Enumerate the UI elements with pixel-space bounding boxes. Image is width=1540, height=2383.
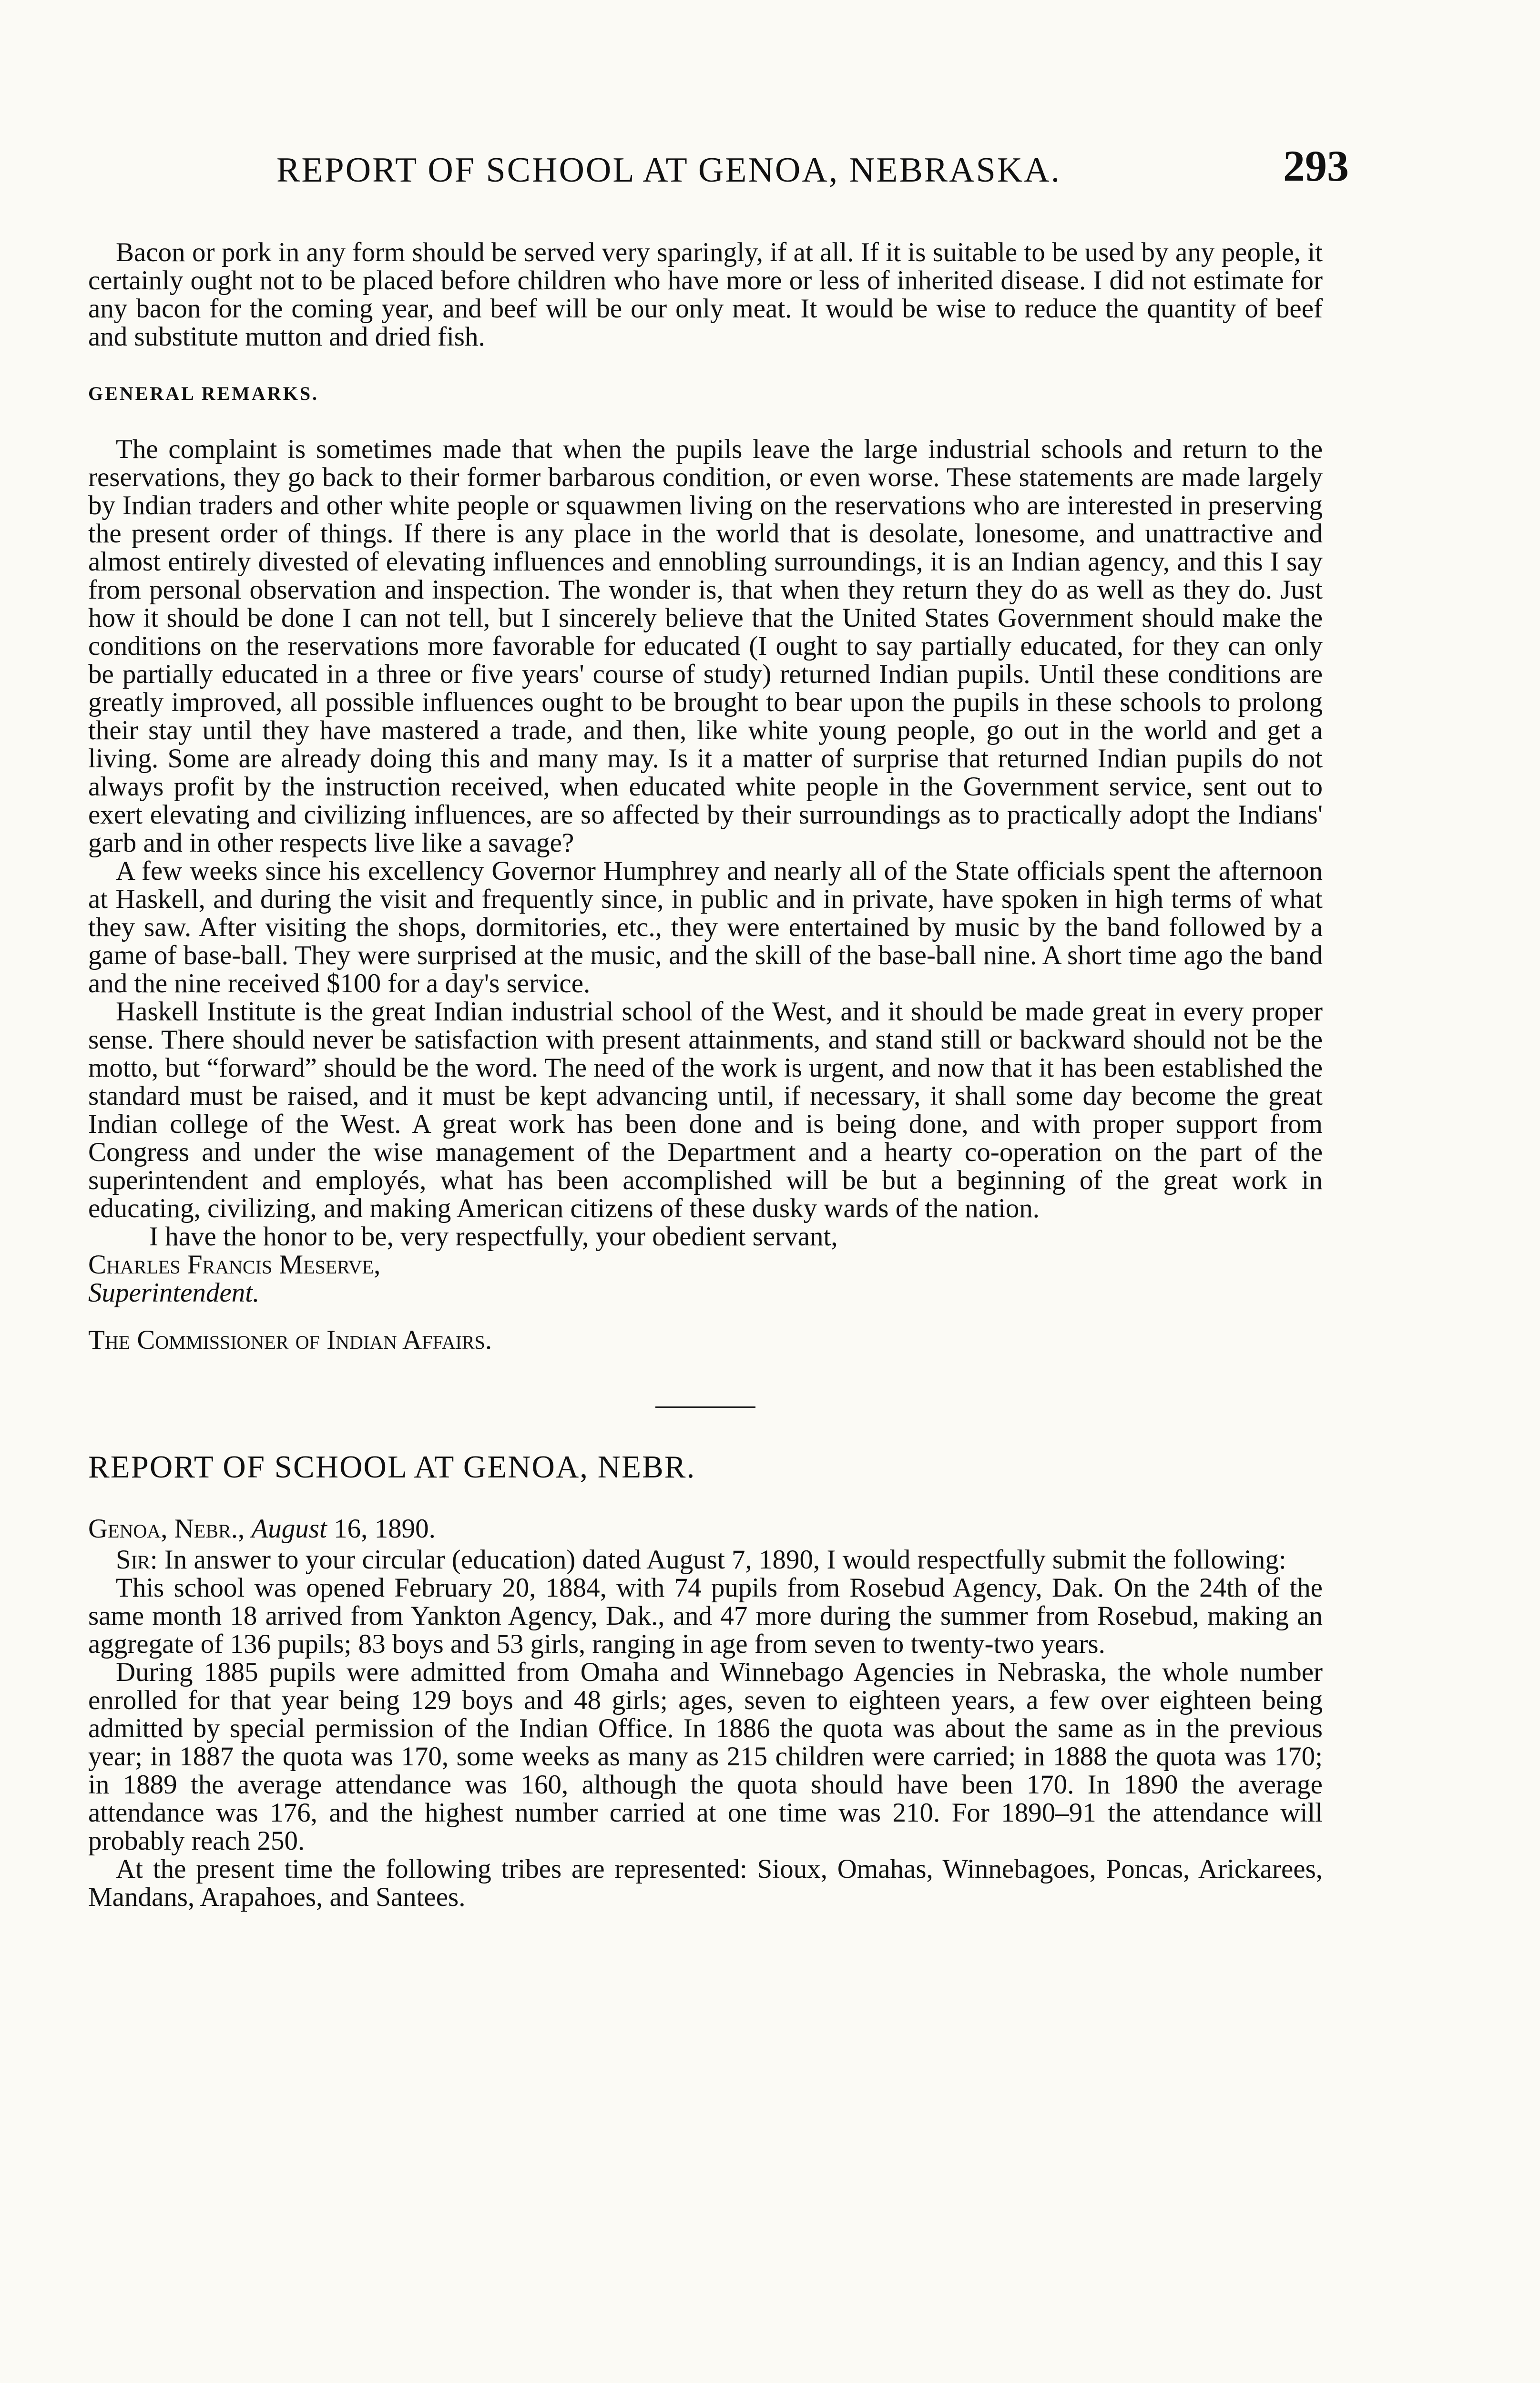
report-paragraph: During 1885 pupils were admitted from Omaha and Winnebago Agencies in Nebraska, the whole number enrolled for that year being 129 boys and 48 girls; ages, seven to eighteen years, a few over eighteen being admitted by special permission of the Indian Office. In 1886 the quota was about the same as in the previous year; in 1887 the quota was 170, some weeks as many as 215 children were carried; in 1888 the quota was 170; in 1889 the average attendance was 160, although the quota should have been 170. In 1890 the average attendance was 176, and the highest number carried at one time was 210. For 1890–91 the attendance will probably reach 250.: [88, 1657, 1323, 1856]
signature-name: Charles Francis Meserve,: [88, 1250, 381, 1280]
section-heading-general-remarks: GENERAL REMARKS.: [88, 383, 319, 404]
intro-paragraph: Bacon or pork in any form should be served very sparingly, if at all. If it is suitable to be used by any people, it certainly ought not to be placed before children who have more or less of inherited disease. I did not estimate for any bacon for the coming year, and beef will be our only meat. It would be wise to reduce the quantity of beef and substitute mutton and dried fish.: [88, 237, 1323, 352]
report-paragraph: At the present time the following tribes are represented: Sioux, Omahas, Winnebagoes, Poncas, Arickarees, Mandans, Arapahoes, and Santees.: [88, 1854, 1323, 1912]
addressee: The Commissioner of Indian Affairs.: [88, 1325, 492, 1355]
remarks-paragraph: The complaint is sometimes made that when the pupils leave the large industrial schools and return to the reservations, they go back to their former barbarous condition, or even worse. These statements are made largely by Indian traders and other white people or squawmen living on the reservations who are interested in preserving the present order of things. If there is any place in the world that is desolate, lonesome, and unattractive and almost entirely divested of elevating influences and ennobling surroundings, it is an Indian agency, and this I say from personal observation and inspection. The wonder is, that when they return they do as well as they do. Just how it should be done I can not tell, but I sincerely believe that the United States Government should make the conditions on the reservations more favorable for educated (I ought to say partially educated, for they can only be partially educated in a three or five years' course of study) returned Indian pupils. Until these conditions are greatly improved, all possible influences ought to be brought to bear upon the pupils in these schools to prolong their stay until they have mastered a trade, and then, like white young people, go out in the world and get a living. Some are already doing this and many may. Is it a matter of surprise that returned Indian pupils do not always profit by the instruction received, when educated white people in the Government service, sent out to exert elevating and civilizing influences, are so affected by their surroundings as to practically adopt the Indians' garb and in other respects live like a savage?: [88, 434, 1323, 858]
signature-title-line: [88, 1279, 1323, 1307]
text-column: [88, 238, 1323, 1911]
running-title: REPORT OF SCHOOL AT GENOA, NEBRASKA.: [276, 151, 1061, 190]
dateline-place: Genoa, Nebr.,: [88, 1514, 245, 1544]
opening-text: In answer to your circular (education) dated August 7, 1890, I would respectfully submit the following:: [164, 1545, 1286, 1575]
remarks-paragraph: Haskell Institute is the great Indian industrial school of the West, and it should be made great in every proper sense. There should never be satisfaction with present attainments, and stand still or backward should not be the motto, but “forward” should be the word. The need of the work is urgent, and now that it has been established the standard must be raised, and it must be kept advancing until, if necessary, it shall some day become the great Indian college of the West. A great work has been done and is being done, and with proper support from Congress and under the wise management of the Department and a hearty co-operation on the part of the superintendent and employés, what has been accomplished will be but a beginning of the great work in educating, civilizing, and making American citizens of these dusky wards of the nation.: [88, 997, 1323, 1223]
running-head: [276, 141, 1349, 198]
remarks-paragraph: A few weeks since his excellency Governor Humphrey and nearly all of the State officials spent the afternoon at Haskell, and during the visit and frequently since, in public and in private, have spoken in high terms of what they saw. After visiting the shops, dormitories, etc., they were entertained by music by the band followed by a game of base-ball. They were surprised at the music, and the skill of the base-ball nine. A short time ago the band and the nine received $100 for a day's service.: [88, 856, 1323, 998]
dateline-month: August: [251, 1514, 327, 1544]
dateline: [88, 1515, 1323, 1543]
report-title: REPORT OF SCHOOL AT GENOA, NEBR.: [88, 1449, 696, 1485]
section-divider: [655, 1406, 755, 1408]
salutation: Sir:: [116, 1545, 158, 1575]
closing-line: I have the honor to be, very respectfully, your obedient servant,: [149, 1222, 838, 1252]
page-number: 293: [1283, 142, 1349, 190]
dateline-day: 16, 1890.: [334, 1514, 436, 1544]
salutation-paragraph: [88, 1546, 1323, 1574]
report-paragraph: This school was opened February 20, 1884, with 74 pupils from Rosebud Agency, Dak. On the 24th of the same month 18 arrived from Yankton Agency, Dak., and 47 more during the summer from Rosebud, making an aggregate of 136 pupils; 83 boys and 53 girls, ranging in age from seven to twenty-two years.: [88, 1573, 1323, 1659]
signature-title: Superintendent.: [88, 1278, 260, 1308]
